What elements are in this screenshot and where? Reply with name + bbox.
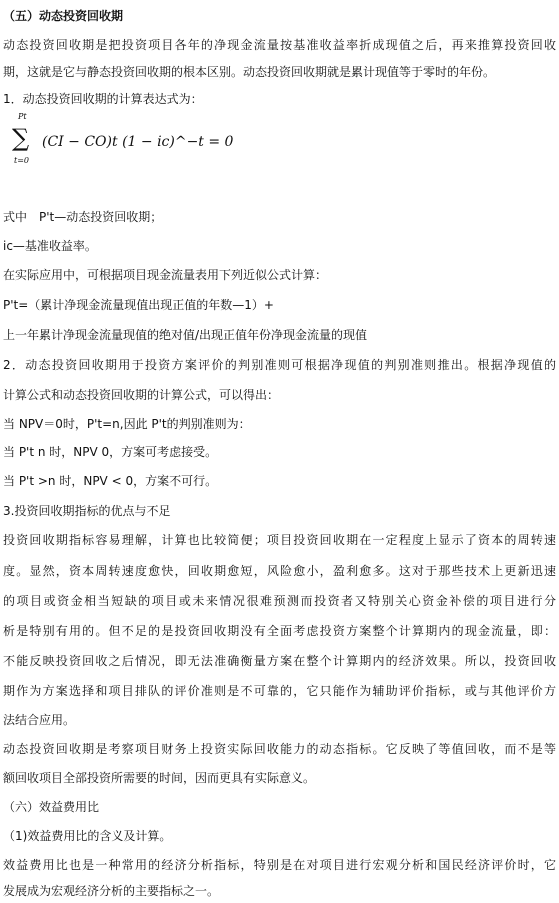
paragraph-line: 当 P't n 时，NPV 0，方案可考虑接受。 [3, 445, 218, 459]
paragraph-line: P't=（累计净现金流量现值出现正值的年数—1）+ [3, 298, 274, 312]
section-title-5: （五）动态投资回收期 [3, 9, 124, 23]
paragraph-line: ic—基准收益率。 [3, 239, 97, 253]
npv-payback-formula [12, 112, 272, 172]
formula-expression: (CI − CO)t (1 − ic)^−t = 0 [42, 134, 234, 150]
paragraph-line: 析是特别有用的。但不足的是投资回收期没有全面考虑投资方案整个计算期内的现金流量，即： [3, 624, 556, 638]
paragraph-line: 1．动态投资回收期的计算表达式为： [3, 92, 203, 106]
paragraph-line: 不能反映投资回收之后情况，即无法准确衡量方案在整个计算期内的经济效果。所以，投资回收 [3, 654, 556, 668]
paragraph-line: 上一年累计净现金流量现值的绝对值/出现正值年份净现金流量的现值 [3, 328, 368, 342]
paragraph-line: 3.投资回收期指标的优点与不足 [3, 504, 171, 518]
paragraph-line: 动态投资回收期是把投资项目各年的净现金流量按基准收益率折成现值之后，再来推算投资回收 [3, 38, 556, 52]
subsection-title: （1)效益费用比的含义及计算。 [3, 829, 172, 843]
paragraph-line: 在实际应用中，可根据项目现金流量表用下列近似公式计算： [3, 268, 328, 282]
paragraph-line: 度。显然，资本周转速度愈快，回收期愈短，风险愈小，盈利愈多。这对于那些技术上更新迅速 [3, 564, 556, 578]
section-title-6: （六）效益费用比 [3, 800, 100, 814]
paragraph-line: 的项目或资金相当短缺的项目或未来情况很难预测而投资者又特别关心资金补偿的项目进行分 [3, 594, 556, 608]
paragraph-line: 动态投资回收期是考察项目财务上投资实际回收能力的动态指标。它反映了等值回收，而不是等 [3, 742, 556, 756]
paragraph-line: 期作为方案选择和项目排队的评价准则是不可靠的，它只能作为辅助评价指标，或与其他评价方 [3, 684, 556, 698]
paragraph-line: 2．动态投资回收期用于投资方案评价的判别准则可根据净现值的判别准则推出。根据净现值的 [3, 358, 556, 372]
paragraph-line: 投资回收期指标容易理解，计算也比较简便；项目投资回收期在一定程度上显示了资本的周转速 [3, 533, 556, 547]
paragraph-line: 法结合应用。 [3, 713, 76, 727]
sum-upper-limit: Pt [18, 112, 27, 121]
paragraph-line: 期，这就是它与静态投资回收期的根本区别。动态投资回收期就是累计现值等于零时的年份。 [3, 65, 496, 79]
paragraph-line: 额回收项目全部投资所需要的时间，因而更具有实际意义。 [3, 771, 316, 785]
paragraph-line: 当 P't >n 时，NPV < 0，方案不可行。 [3, 474, 218, 488]
sigma-icon: ∑ [12, 124, 30, 152]
paragraph-line: 当 NPV＝0时，P't=n,因此 P't的判别准则为： [3, 417, 251, 431]
paragraph-line: 计算公式和动态投资回收期的计算公式，可以得出： [3, 388, 280, 402]
paragraph-line: 式中 P't—动态投资回收期； [3, 210, 163, 224]
paragraph-line: 效益费用比也是一种常用的经济分析指标，特别是在对项目进行宏观分析和国民经济评价时，它 [3, 858, 556, 872]
sum-lower-limit: t=0 [14, 156, 30, 165]
paragraph-line: 发展成为宏观经济分析的主要指标之一。 [3, 884, 220, 898]
